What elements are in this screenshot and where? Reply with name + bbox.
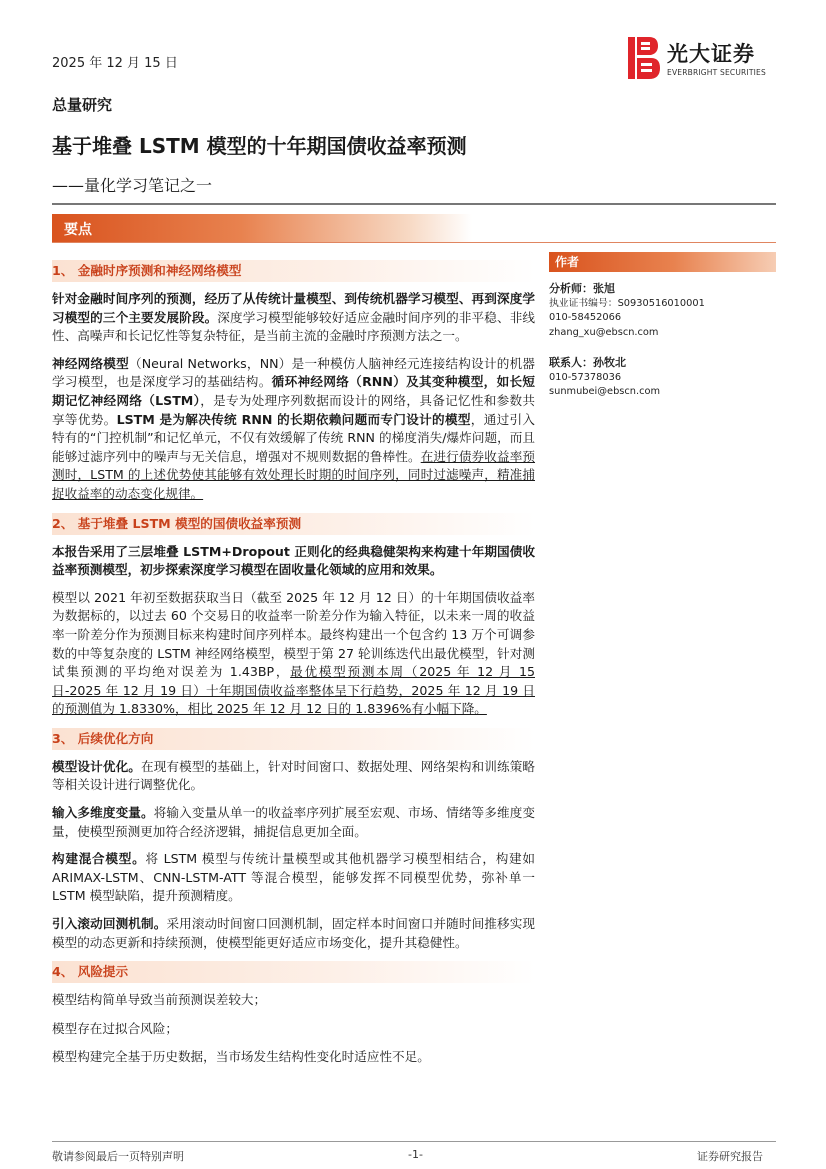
report-title: 基于堆叠 LSTM 模型的十年期国债收益率预测	[52, 134, 467, 158]
underlined-text: 在进行债券收益率预测时，LSTM 的上述优势使其能够有效处理长时期的时间序列，同时过滤噪声，精准捕捉收益率的动态变化规律。	[52, 448, 536, 501]
contact-name: 联系人：孙牧北	[549, 356, 626, 369]
footer-divider	[52, 1141, 776, 1142]
contact-phone: 010-57378036	[549, 371, 622, 383]
main-column	[52, 258, 535, 1077]
keypoints-divider	[52, 242, 776, 243]
brand-name: 光大证券	[667, 42, 755, 66]
section-3-paragraph-2	[52, 804, 535, 841]
section-heading-2: 2、 基于堆叠 LSTM 模型的国债收益率预测	[52, 513, 535, 535]
section-2-paragraph-1: 本报告采用了三层堆叠 LSTM+Dropout 正则化的经典稳健架构来构建十年期国债收益率预测模型，初步探索深度学习模型在固收量化领域的应用和效果。	[52, 543, 535, 578]
emphasis-text: LSTM 是为解决传统 RNN 的长期依赖问题而专门设计的模型	[116, 411, 471, 427]
report-category: 总量研究	[52, 96, 113, 114]
section-heading-1: 1、 金融时序预测和神经网络模型	[52, 260, 535, 282]
analyst-name: 分析师：张旭	[549, 282, 615, 295]
contact-email[interactable]: sunmubei@ebscn.com	[549, 386, 661, 397]
section-heading-3: 3、 后续优化方向	[52, 728, 535, 750]
page-number: -1-	[408, 1148, 423, 1161]
emphasis-text: 针对金融时间序列的预测，经历了从传统计量模型、到传统机器学习模型、再到深度学习模型的三个主要发展阶段。	[52, 291, 535, 325]
keypoints-banner	[52, 214, 472, 242]
author-heading: 作者	[549, 252, 776, 272]
body-text: 模型以 2021 年初至数据获取当日（截至 2025 年 12 月 12 日）的十年期国债收益率为数据标的，以过去 60 个交易日的收益率一阶差分作为输入特征，以未来一周的收益率一阶差分作为预测目标来构建时间序列样本。最终构建出一个包含约 13 万个可调参数的中等复杂度的 LSTM 神经网络模型，模型于第 27 轮训练迭代出最优模型，针对测试集预测的平均绝对误差为 1.43BP，	[52, 589, 535, 680]
analyst-email[interactable]: zhang_xu@ebscn.com	[549, 326, 659, 338]
body-text: ，通过引入特有的“门控机制”和记忆单元，不仅有效缓解了传统 RNN 的梯度消失/爆炸问题，而且能够过滤序列中的噪声与无关信息，增强对不规则数据的鲁棒性。	[52, 411, 536, 464]
section-1-paragraph-1	[52, 290, 535, 346]
emphasis-text: 神经网络模型	[52, 355, 129, 371]
section-2-paragraph-2	[52, 589, 535, 719]
section-1-paragraph-2	[52, 355, 535, 504]
header-divider	[52, 203, 776, 205]
keypoints-label: 要点	[64, 222, 92, 238]
footer-report-type: 证券研究报告	[697, 1150, 763, 1163]
brand-name-en: EVERBRIGHT SECURITIES	[667, 68, 766, 77]
body-text: 在现有模型的基础上，针对时间窗口、数据处理、网络架构和训练策略等相关设计进行调整优化。	[52, 758, 536, 793]
analyst-phone: 010-58452066	[549, 312, 622, 323]
footer-disclaimer: 敬请参阅最后一页特别声明	[52, 1150, 184, 1163]
risk-item: 模型结构简单导致当前预测误差较大；	[52, 992, 267, 1008]
risk-item: 模型存在过拟合风险；	[52, 1020, 178, 1036]
section-heading-4: 4、 风险提示	[52, 961, 535, 983]
everbright-logo-icon	[627, 36, 661, 80]
spacer	[549, 340, 776, 356]
report-subtitle: ——量化学习笔记之一	[52, 176, 213, 195]
emphasis-text: 模型设计优化。	[52, 758, 141, 774]
emphasis-text: 循环神经网络（RNN）及其变种模型，如长短期记忆神经网络（LSTM）	[52, 374, 536, 408]
section-3-paragraph-3	[52, 850, 535, 906]
body-text: 采用滚动时间窗口回测机制，固定样本时间窗口并随时间推移实现模型的动态更新和持续预测，使模型能更好适应市场变化，提升其稳健性。	[52, 916, 536, 950]
section-3-paragraph-4	[52, 915, 535, 952]
brand-logo	[627, 36, 777, 82]
body-text: （Neural Networks，NN）是一种模仿人脑神经元连接结构设计的机器学习模型，也是深度学习的基础结构。	[52, 355, 535, 390]
underlined-text: 最优模型预测本周（2025 年 12 月 15 日-2025 年 12 月 19 日）十年期国债收益率整体呈下行趋势，2025 年 12 月 19 日的预测值为 1.8330%，相比 2025 年 12 月 12 日的 1.8396%有小幅下降。	[52, 664, 535, 717]
body-text: 将输入变量从单一的收益率序列扩展至宏观、市场、情绪等多维度变量，使模型预测更加符合经济逻辑，捕捉信息更加全面。	[52, 805, 536, 839]
report-date: 2025 年 12 月 15 日	[52, 56, 178, 71]
section-3-paragraph-1	[52, 758, 535, 795]
emphasis-text: 构建混合模型。	[52, 851, 146, 867]
body-text: 将 LSTM 模型与传统计量模型或其他机器学习模型相结合，构建如 ARIMAX-LSTM、CNN-LSTM-ATT 等混合模型，能够发挥不同模型优势，弥补单一 LSTM 模型缺陷，提升预测精度。	[52, 851, 536, 904]
body-text: 深度学习模型能够较好适应金融时间序列的非平稳、非线性、高噪声和长记忆性等复杂特征，是当前主流的金融时序预测方法之一。	[52, 309, 536, 344]
risk-item: 模型构建完全基于历史数据，当市场发生结构性变化时适应性不足。	[52, 1049, 430, 1065]
body-text: ，是专为处理序列数据而设计的网络，具备记忆性和参数共享等优势。	[52, 392, 536, 427]
author-sidebar	[549, 252, 776, 400]
emphasis-text: 输入多维度变量。	[52, 805, 154, 821]
analyst-certificate: 执业证书编号：S0930516010001	[549, 297, 705, 309]
emphasis-text: 引入滚动回测机制。	[52, 916, 167, 932]
